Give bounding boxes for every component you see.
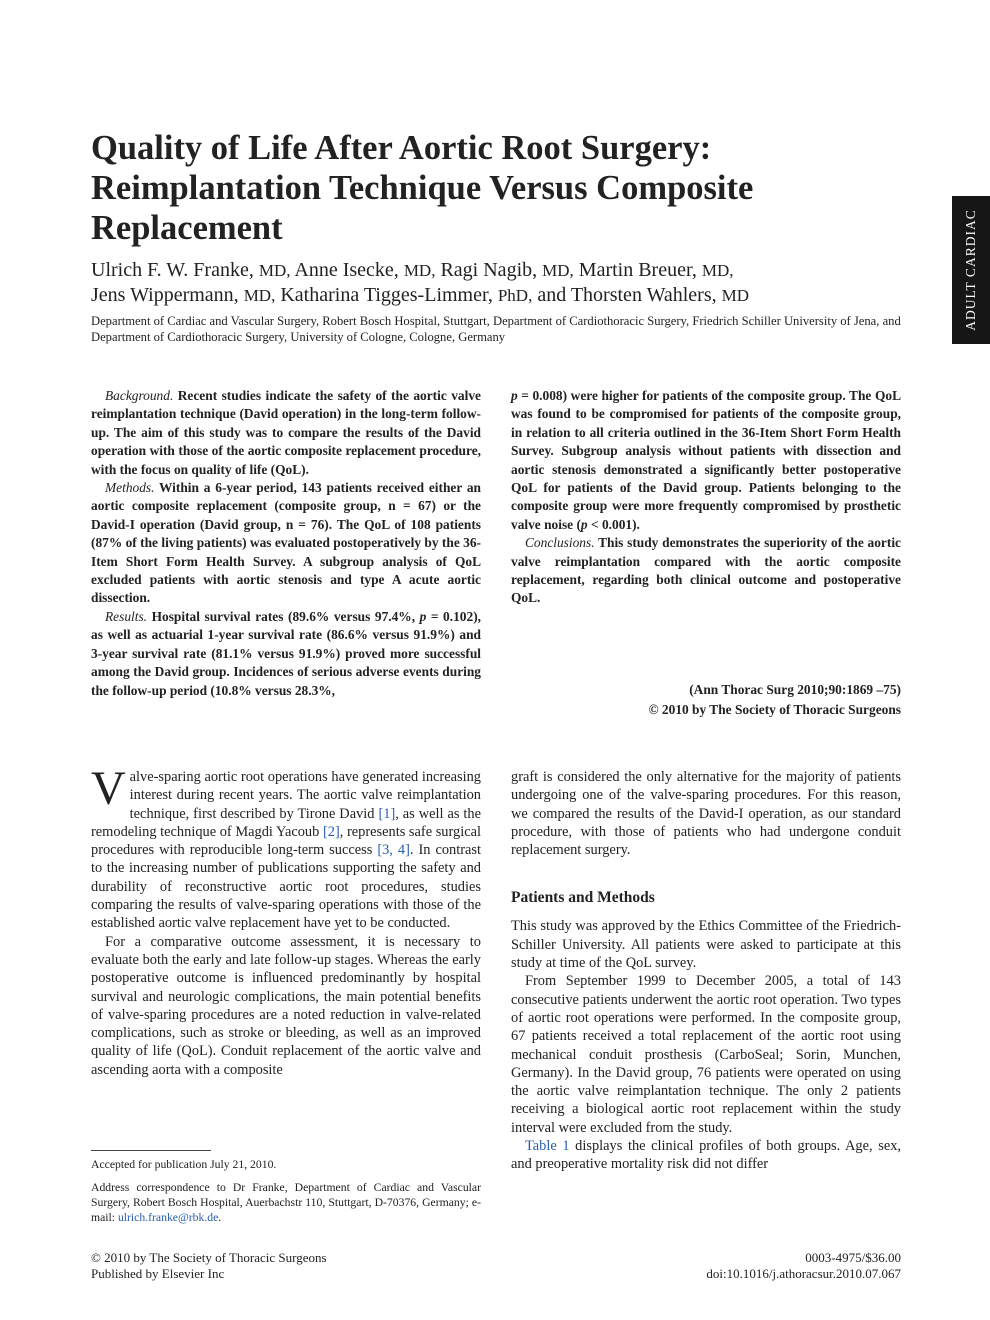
correspondence-note xyxy=(91,1180,481,1225)
footer-doi: doi:10.1016/j.athoracsur.2010.07.067 xyxy=(706,1265,901,1281)
reference-link[interactable]: [2] xyxy=(322,823,340,840)
author-name: Ulrich F. W. Franke, xyxy=(91,259,254,281)
abstract-background xyxy=(91,387,481,479)
author-name: Anne Isecke, xyxy=(294,259,399,281)
author-name: Martin Breuer, xyxy=(578,259,697,281)
section-tab-label: ADULT CARDIAC xyxy=(963,209,978,331)
author-name: Ragi Nagib, xyxy=(440,259,538,281)
journal-citation xyxy=(511,680,901,720)
author-degree: MD, xyxy=(258,261,291,280)
p-value-symbol: p xyxy=(419,608,427,624)
author-degree: MD, xyxy=(701,261,734,280)
abstract-label: Conclusions. xyxy=(525,535,595,551)
body-paragraph: This study was approved by the Ethics Committee of the Friedrich-Schiller University. All patients were asked to participate at this study at time of the QoL survey. xyxy=(511,918,901,972)
author-degree: MD, xyxy=(403,261,436,280)
p-value-symbol: p xyxy=(511,388,518,403)
section-heading: Patients and Methods xyxy=(511,889,655,907)
body-text: displays the clinical profiles of both groups. Age, sex, and preoperative mortality risk did not differ xyxy=(511,1138,902,1173)
author-degree: MD, xyxy=(243,286,276,305)
reference-link[interactable]: [1] xyxy=(378,805,396,822)
drop-cap: V xyxy=(91,762,126,815)
footnote-rule xyxy=(91,1150,211,1151)
abstract-methods xyxy=(91,479,481,608)
footer-copyright: © 2010 by The Society of Thoracic Surgeons xyxy=(91,1250,327,1265)
copyright-line: © 2010 by The Society of Thoracic Surgeons xyxy=(648,702,901,717)
table-link[interactable]: Table 1 xyxy=(525,1138,570,1155)
body-text: . In contrast to the increasing number of publications supporting the safety and durability of reconstructive aortic root procedures, studies comparing the results of valve-sparing operations with those of the established aortic valve replacement have yet to be conducted. xyxy=(91,842,482,932)
body-paragraph xyxy=(511,1137,901,1174)
abstract-label: Background. xyxy=(105,388,174,403)
abstract-text: Recent studies indicate the safety of the aortic valve reimplantation technique (David operation) in the long-term follow-up. The aim of this study was to compare the results of the David operation with those of the aortic composite replacement procedure, with the focus on quality of life (QoL). xyxy=(91,388,481,477)
email-link[interactable]: ulrich.franke@rbk.de xyxy=(117,1211,219,1224)
accepted-note: Accepted for publication July 21, 2010. xyxy=(91,1158,277,1171)
address-text: Address correspondence to Dr Franke, Department of Cardiac and Vascular Surgery, Robert Bosch Hospital, Auerbachstr 110, Stuttgart, D-70376, Germany; e-mail: xyxy=(91,1181,481,1224)
abstract-label: Results. xyxy=(105,608,148,624)
abstract-results-cont xyxy=(511,387,901,534)
footer-publisher: Published by Elsevier Inc xyxy=(91,1265,225,1281)
article-title: Quality of Life After Aortic Root Surgery: Reimplantation Technique Versus Composite Replacement xyxy=(91,129,754,247)
author-line-2 xyxy=(91,283,921,308)
author-degree: PhD, xyxy=(497,286,533,305)
p-value-symbol: p xyxy=(580,516,588,532)
abstract-text: Hospital survival rates (89.6% versus 97.4%, xyxy=(147,608,420,624)
body-paragraph: For a comparative outcome assessment, it is necessary to evaluate both the early and late follow-up stages. Whereas the early postoperative outcome is influenced predominantly by hospital survival and neurologic complications, the main potential benefits of valve-sparing procedures are a noted reduction in valve-related complications, such as stroke or bleeding, as well as an improved quality of life (QoL). Conduit replacement of the aortic valve and ascending aorta with a composite xyxy=(91,933,481,1078)
doi-footer xyxy=(611,1250,901,1281)
abstract-right-column xyxy=(511,387,901,608)
abstract-left-column xyxy=(91,387,481,700)
publisher-footer xyxy=(91,1250,327,1281)
abstract-text: = 0.102), as well as actuarial 1-year survival rate (86.6% versus 91.9%) and 3-year survival rate (81.1% versus 91.9%) proved more successful among the David group. Incidences of serious adverse events during the follow-up period (10.8% versus 28.3%, xyxy=(91,608,481,698)
author-line-1 xyxy=(91,258,921,283)
abstract-text: < 0.001). xyxy=(587,516,640,532)
body-paragraph: graft is considered the only alternative for the majority of patients undergoing one of the valve-sparing procedures. For this reason, we compared the results of the David-I operation, as our standard procedure, with those of patients who had undergone conduit replacement surgery. xyxy=(511,769,901,859)
author-name: Jens Wippermann, xyxy=(91,284,239,306)
abstract-label: Methods. xyxy=(105,480,155,496)
body-text: , represents safe surgical procedures with reproducible long-term success xyxy=(91,823,482,859)
affiliation: Department of Cardiac and Vascular Surgery, Robert Bosch Hospital, Stuttgart, Department of Cardiothoracic Surgery, Friedrich Schiller University of Jena, and Department of Cardiothoracic Surgery, University of Cologne, Cologne, Germany xyxy=(91,314,901,344)
address-text: . xyxy=(218,1211,222,1224)
author-name: Katharina Tigges-Limmer, xyxy=(280,284,493,306)
author-list xyxy=(91,258,921,308)
abstract-conclusions xyxy=(511,534,901,608)
abstract-text: Within a 6-year period, 143 patients received either an aortic composite replacement (composite group, n = 67) or the David-I operation (David group, n = 76). The QoL of 108 patients (87% of the living patients) was evaluated postoperatively by the 36-Item Short Form Health Survey. A subgroup analysis of QoL excluded patients with aortic stenosis and type A acute aortic dissection. xyxy=(91,480,481,606)
intro-paragraph xyxy=(91,762,482,933)
author-name: and Thorsten Wahlers, xyxy=(537,284,717,306)
reference-link[interactable]: [3, 4] xyxy=(377,842,410,859)
abstract-results xyxy=(91,608,481,700)
abstract-text: This study demonstrates the superiority of the aortic valve reimplantation compared with the aortic composite replacement, regarding both clinical outcome and postoperative QoL. xyxy=(511,535,901,606)
body-paragraph: From September 1999 to December 2005, a total of 143 consecutive patients underwent the aortic root operation. Two types of aortic root operations were performed. In the composite group, 67 patients received a total replacement of the aortic root using mechanical conduit prosthesis (CarboSeal; Sorin, Munchen, Germany). In the David group, 76 patients were operated on using the aortic valve reimplantation technique. The only 2 patients receiving a biological aortic root replacement within the study interval were excluded from the study. xyxy=(511,973,901,1136)
abstract-text: = 0.008) were higher for patients of the composite group. The QoL was found to be compromised for patients of the composite group, in relation to all criteria outlined in the 36-Item Short Form Health Survey. Subgroup analysis without patients with dissection and aortic stenosis demonstrated a significantly better postoperative QoL for patients of the David group. Patients belonging to the composite group were more frequently compromised by prosthetic valve noise ( xyxy=(511,388,901,532)
body-text: , as well as the remodeling technique of Magdi Yacoub xyxy=(91,805,482,840)
footer-issn: 0003-4975/$36.00 xyxy=(805,1250,901,1265)
citation-line: (Ann Thorac Surg 2010;90:1869 –75) xyxy=(689,682,901,697)
body-text: alve-sparing aortic root operations have generated increasing interest during recent years. The aortic valve reimplantation technique, first described by Tirone David xyxy=(129,769,481,822)
body-right-column xyxy=(511,768,901,1174)
body-left-column xyxy=(91,762,482,1079)
section-tab xyxy=(952,196,990,344)
author-degree: MD xyxy=(721,286,750,305)
author-degree: MD, xyxy=(542,261,574,280)
